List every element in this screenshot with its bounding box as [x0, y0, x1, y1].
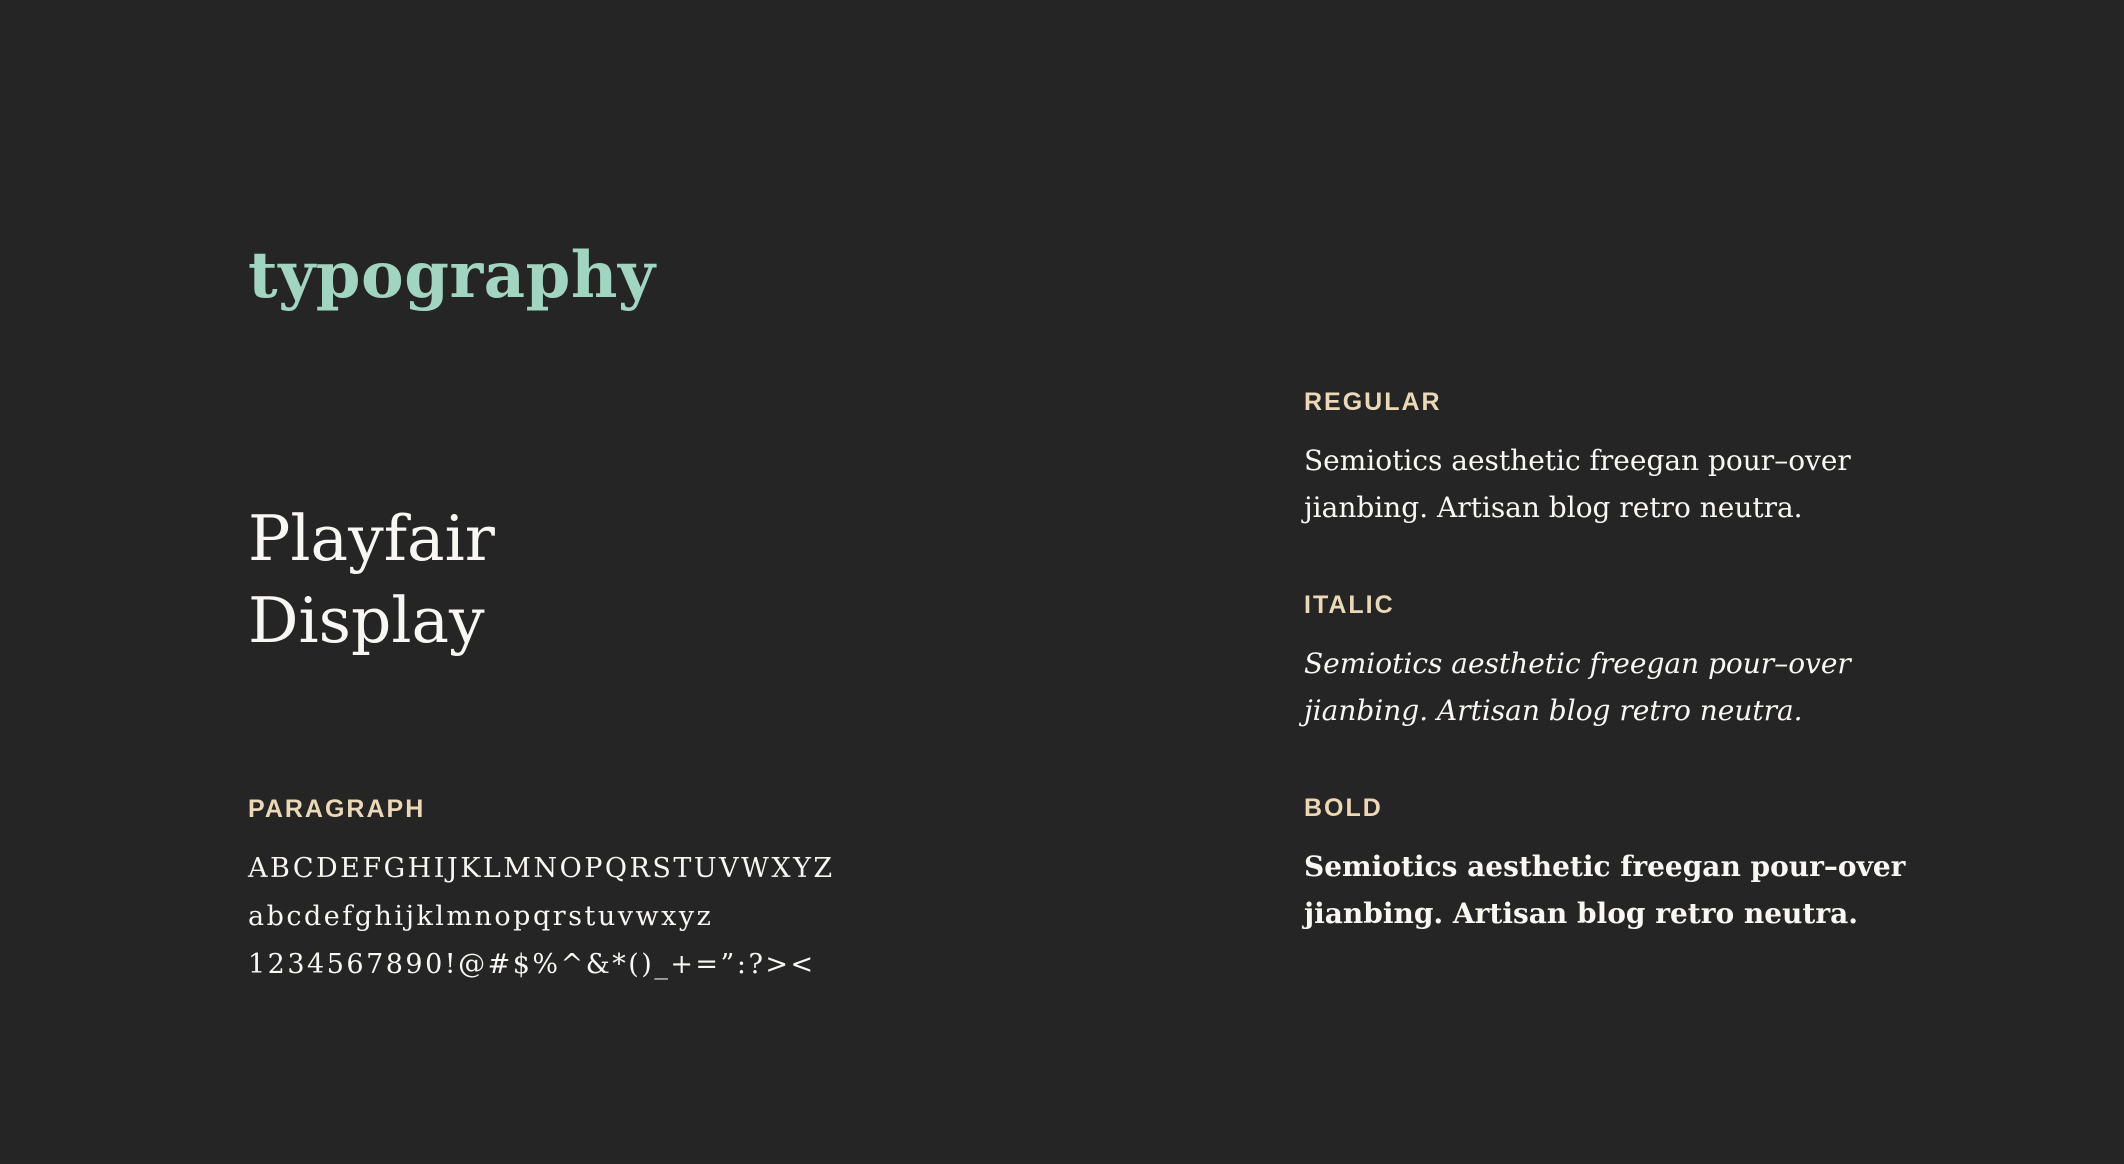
- numerals-symbols-line: 1234567890!@#$%^&*()_+=”:?><: [248, 949, 816, 980]
- font-name: [248, 498, 495, 662]
- regular-sample-text: [1304, 437, 1924, 531]
- italic-sample-line-2: jianbing. Artisan blog retro neutra.: [1304, 694, 1803, 727]
- font-name-line-2: Display: [248, 584, 485, 657]
- regular-sample-line-2: jianbing. Artisan blog retro neutra.: [1304, 491, 1803, 524]
- bold-sample-line-2: jianbing. Artisan blog retro neutra.: [1304, 897, 1858, 930]
- regular-section-label: REGULAR: [1304, 388, 1442, 416]
- bold-sample-line-1: Semiotics aesthetic freegan pour–over: [1304, 850, 1906, 883]
- page-title: typography: [248, 238, 656, 313]
- italic-sample-text: [1304, 640, 1924, 734]
- italic-section-label: ITALIC: [1304, 591, 1395, 619]
- bold-section-label: BOLD: [1304, 794, 1383, 822]
- font-name-line-1: Playfair: [248, 502, 495, 575]
- bold-sample-text: [1304, 843, 1924, 937]
- uppercase-alphabet-line: ABCDEFGHIJKLMNOPQRSTUVWXYZ: [248, 853, 835, 884]
- character-set-specimen: [248, 845, 835, 989]
- paragraph-section-label: PARAGRAPH: [248, 795, 426, 823]
- italic-sample-line-1: Semiotics aesthetic freegan pour–over: [1304, 647, 1851, 680]
- regular-sample-line-1: Semiotics aesthetic freegan pour–over: [1304, 444, 1851, 477]
- lowercase-alphabet-line: abcdefghijklmnopqrstuvwxyz: [248, 901, 714, 932]
